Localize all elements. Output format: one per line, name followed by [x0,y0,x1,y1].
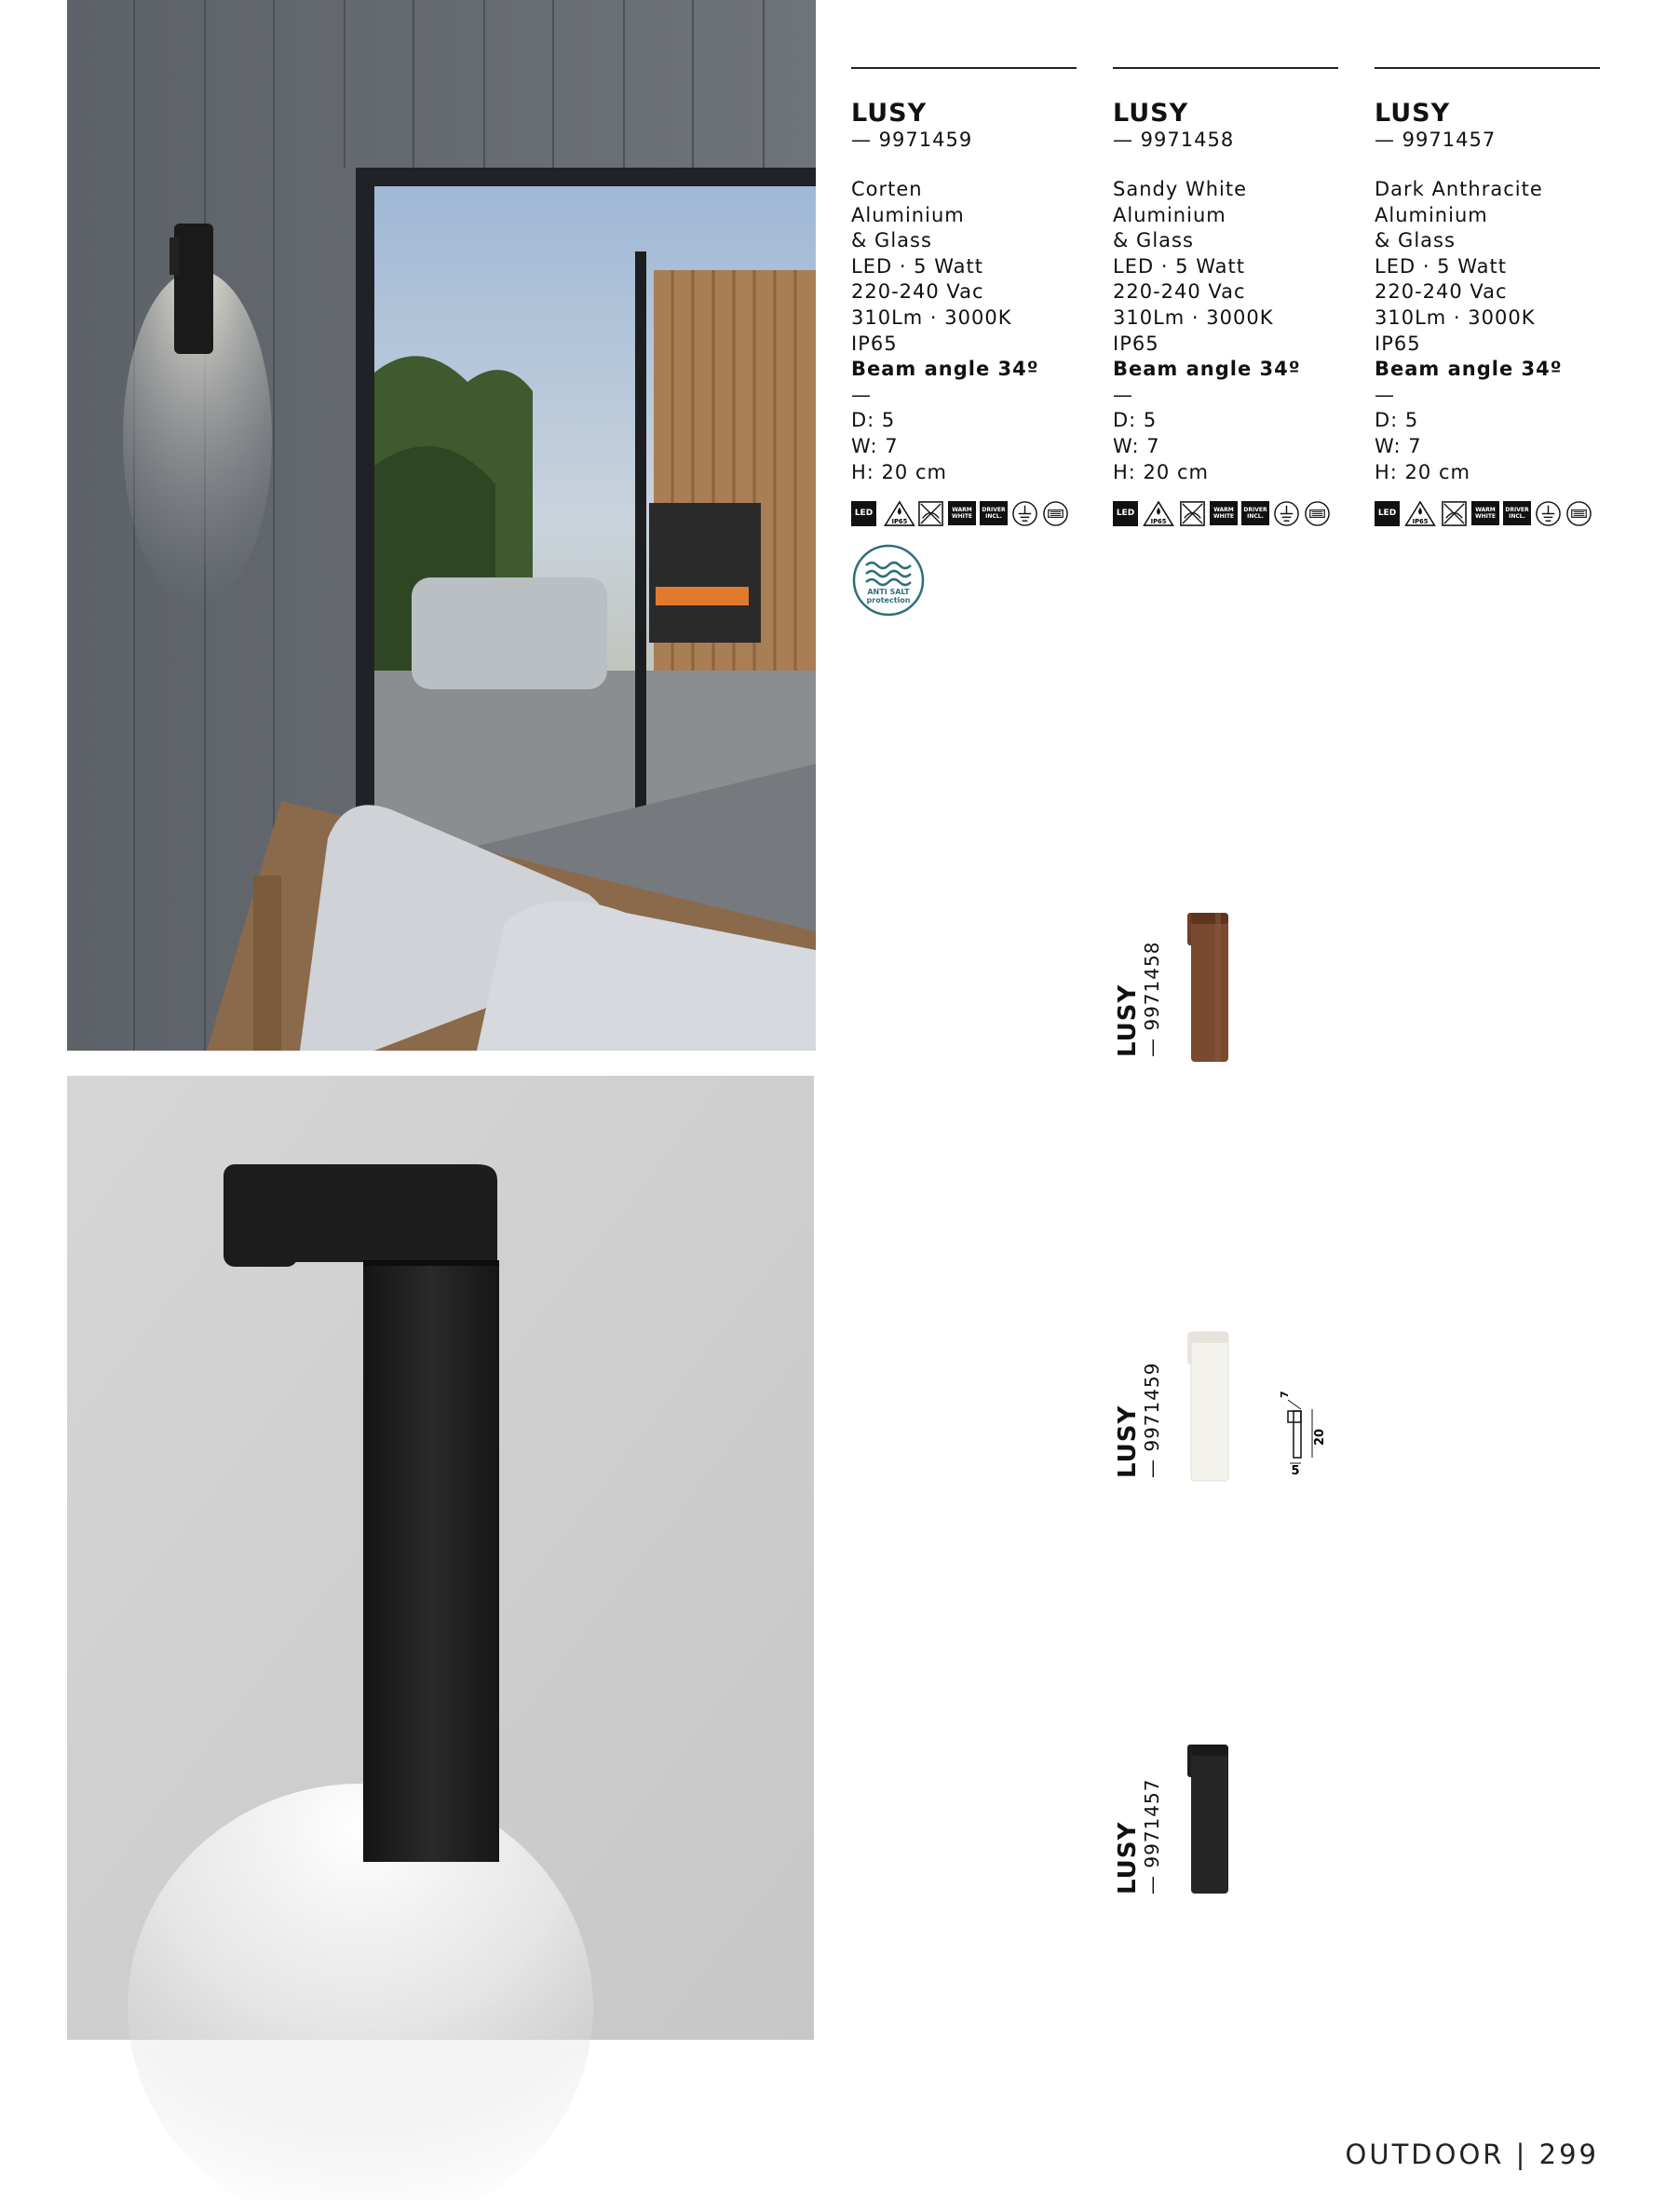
product-code: — 9971459 [851,129,973,151]
product-vertical-label: LUSY — 9971459 [1114,1362,1163,1478]
spec-line: 310Lm · 3000K [1113,306,1274,329]
driver-included-icon: DRIVER INCL. [1503,501,1531,525]
earth-ground-icon [1535,500,1562,527]
spec-line: LED · 5 Watt [851,254,983,278]
spec-line: LED · 5 Watt [1375,254,1507,278]
page-footer [1346,2139,1599,2170]
spec-line: IP65 [851,332,898,355]
beam-angle: Beam angle 34º [851,358,1039,381]
no-insulation-cover-icon [1441,500,1468,527]
spec-line: LED · 5 Watt [1113,254,1245,278]
surge-protection-icon [1042,500,1069,527]
no-insulation-cover-icon [1179,500,1206,527]
ip65-icon [1403,500,1437,527]
svg-text:5: 5 [1291,1464,1300,1478]
page-number: 299 [1538,2139,1599,2170]
section-name: OUTDOOR [1345,2139,1505,2170]
driver-included-icon: DRIVER INCL. [1241,501,1269,525]
warm-white-icon: WARM WHITE [1210,501,1238,525]
spec-line: IP65 [1113,332,1159,355]
earth-ground-icon [1011,500,1038,527]
svg-text:IP65: IP65 [1412,517,1429,525]
spec-line: Dark Anthracite [1375,178,1543,200]
dimension-line: H: 20 cm [1375,460,1470,483]
spec-line: 220-240 Vac [1113,280,1246,304]
svg-text:protection: protection [866,596,911,605]
footer-separator: | [1515,2139,1528,2170]
spec-line: Sandy White [1113,178,1248,200]
product-name: LUSY [1375,99,1451,128]
spec-line: & Glass [851,229,932,252]
lamp-body [1187,1745,1234,1894]
product-cutout-white [1108,1327,1350,1486]
svg-text:7: 7 [1279,1391,1291,1398]
dimension-line: W: 7 [1113,434,1160,457]
spec-line: & Glass [1113,229,1194,252]
spec-line: 310Lm · 3000K [1375,306,1536,329]
dimension-line: W: 7 [851,434,899,457]
svg-text:ANTI SALT: ANTI SALT [867,588,910,597]
lamp-body [1187,1332,1234,1481]
divider [851,67,1077,69]
led-icon: LED [1375,501,1400,526]
svg-text:IP65: IP65 [891,517,908,525]
dimension-line: H: 20 cm [851,460,947,483]
product-name: LUSY [1113,99,1189,128]
certification-icons [851,498,1077,528]
led-icon: LED [851,501,876,526]
product-cutout-anthracite [1108,1740,1248,1903]
beam-angle: Beam angle 34º [1375,358,1563,381]
dimension-line: D: 5 [851,409,896,432]
lamp-body [1187,913,1234,1062]
spec-line: Aluminium [1375,203,1488,226]
warm-white-icon: WARM WHITE [948,501,976,525]
certification-icons [1113,498,1338,528]
no-insulation-cover-icon [917,500,944,527]
spec-line: 310Lm · 3000K [851,306,1012,329]
svg-text:20: 20 [1313,1428,1327,1446]
led-icon: LED [1113,501,1138,526]
spec-line: & Glass [1375,229,1456,252]
divider [1375,67,1600,69]
spec-line: Aluminium [1113,203,1226,226]
dimension-drawing [1280,1383,1336,1476]
surge-protection-icon [1304,500,1331,527]
divider [1113,67,1338,69]
surge-protection-icon [1565,500,1592,527]
dimension-line: D: 5 [1113,409,1158,432]
spec-line: Aluminium [851,203,965,226]
spec-line: Corten [851,178,923,200]
product-vertical-label: LUSY — 9971457 [1114,1778,1163,1894]
spec-line: IP65 [1375,332,1421,355]
svg-text:IP65: IP65 [1150,517,1167,525]
driver-included-icon: DRIVER INCL. [980,501,1008,525]
product-code: — 9971458 [1113,129,1235,151]
product-name: LUSY [851,99,928,128]
earth-ground-icon [1273,500,1300,527]
anti-salt-protection-icon [851,543,926,618]
ip65-icon [1142,500,1175,527]
warm-white-icon: WARM WHITE [1471,501,1499,525]
product-code: — 9971457 [1375,129,1497,151]
dash-separator: — [1113,383,1133,406]
product-photo-closeup [67,1076,814,2040]
dash-separator: — [1375,383,1395,406]
ip65-icon [880,500,914,527]
lifestyle-photo-exterior [67,0,816,1051]
beam-angle: Beam angle 34º [1113,358,1301,381]
dimension-line: H: 20 cm [1113,460,1209,483]
product-spec-column [1375,67,1600,528]
spec-line: 220-240 Vac [851,280,984,304]
certification-icons [1375,498,1600,528]
product-spec-column [1113,67,1338,528]
dimension-line: D: 5 [1375,409,1419,432]
spec-line: 220-240 Vac [1375,280,1508,304]
product-vertical-label: LUSY — 9971458 [1114,941,1163,1057]
dimension-line: W: 7 [1375,434,1422,457]
product-spec-column [851,67,1077,621]
product-cutout-corten [1108,908,1248,1066]
dash-separator: — [851,383,872,406]
